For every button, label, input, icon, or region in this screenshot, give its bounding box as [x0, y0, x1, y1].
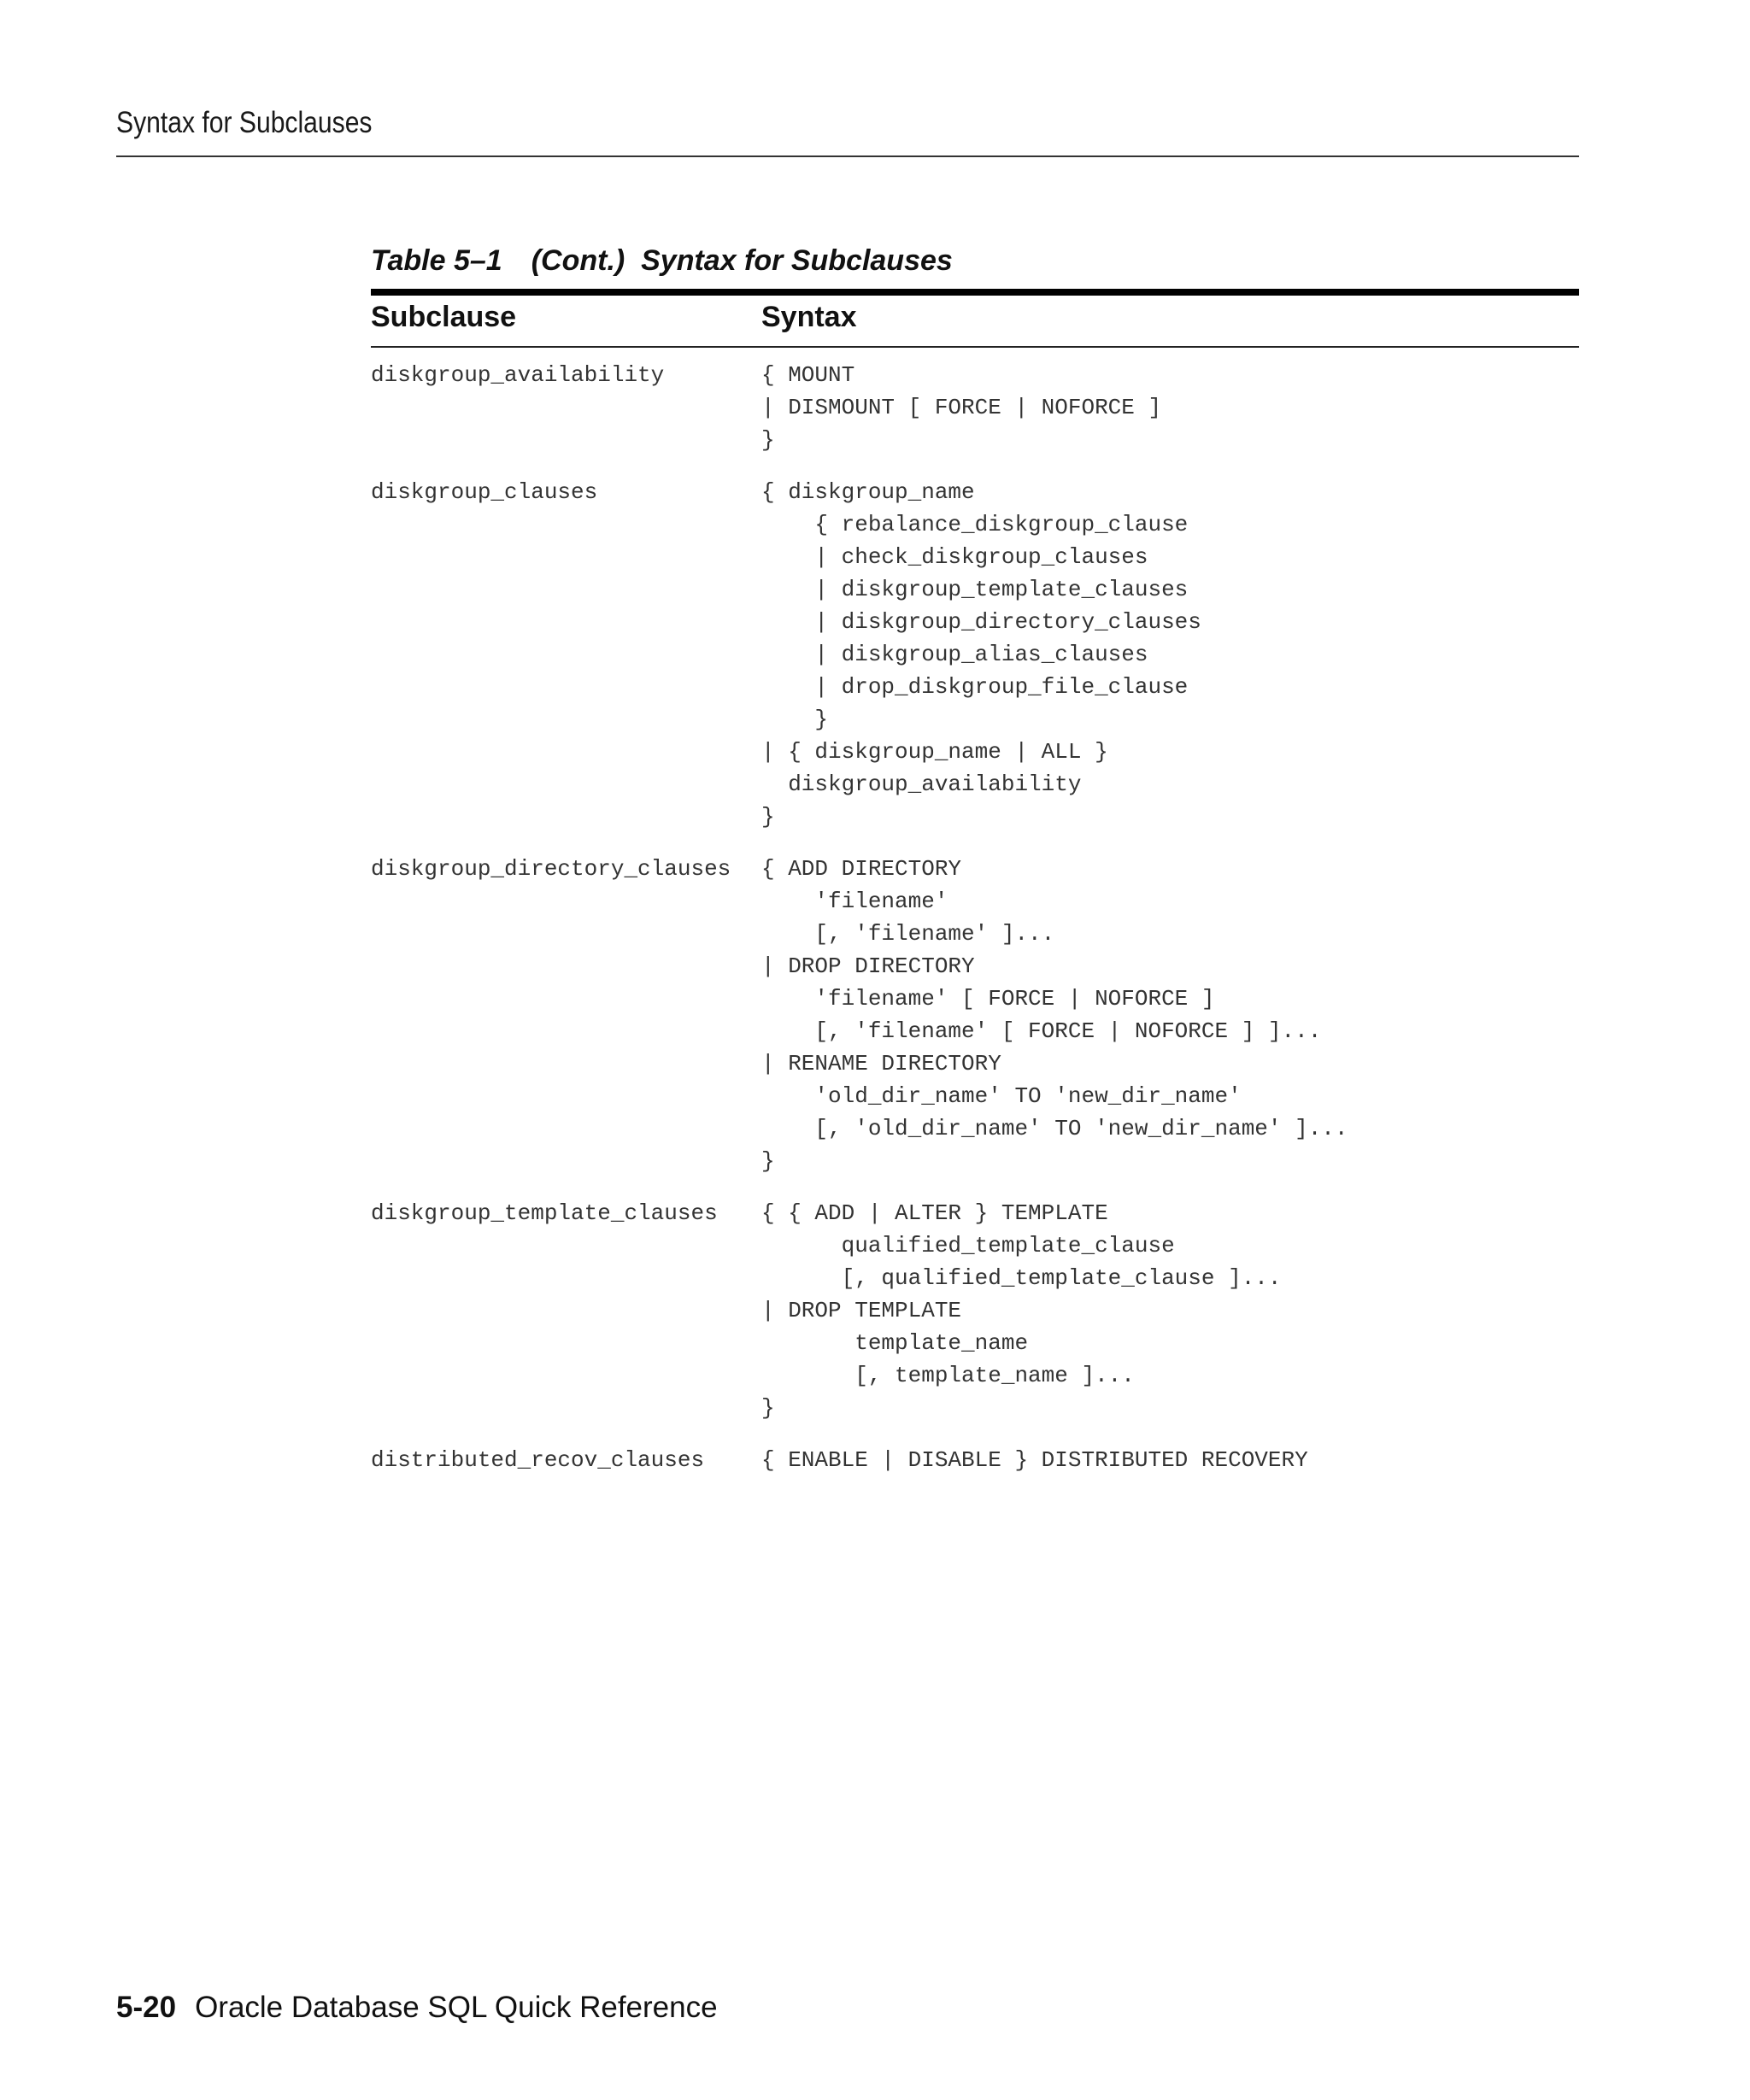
subclause-name: diskgroup_directory_clauses — [371, 856, 731, 882]
table-body — [371, 359, 1579, 1496]
table-caption-number: Table 5–1 — [371, 244, 502, 277]
table-row — [371, 853, 1579, 1177]
table-header-rule — [371, 346, 1579, 348]
table-caption — [371, 244, 953, 278]
subclause-name: diskgroup_availability — [371, 362, 665, 388]
table-row — [371, 476, 1579, 833]
table-caption-title: (Cont.) Syntax for Subclauses — [531, 244, 953, 277]
subclause-syntax: { diskgroup_name { rebalance_diskgroup_clause | check_diskgroup_clauses | diskgroup_template_clauses | diskgroup_directory_clauses | diskgroup_alias_clauses | drop_diskgroup_file_clause } | { diskgroup_name | ALL } diskgroup_availability } — [761, 479, 1201, 830]
subclause-syntax: { ADD DIRECTORY 'filename' [, 'filename' ]... | DROP DIRECTORY 'filename' [ FORCE | NOFORCE ] [, 'filename' [ FORCE | NOFORCE ] ]... | RENAME DIRECTORY 'old_dir_name' TO 'new_dir_name' [, 'old_dir_name' TO 'new_dir_name' ]... } — [761, 856, 1348, 1174]
subclause-syntax: { MOUNT | DISMOUNT [ FORCE | NOFORCE ] } — [761, 362, 1162, 453]
header-rule — [116, 155, 1579, 157]
column-header-subclause: Subclause — [371, 301, 517, 333]
table-row — [371, 1444, 1579, 1476]
table-row — [371, 359, 1579, 456]
page-number: 5-20 — [116, 1991, 177, 2024]
running-header-title: Syntax for Subclauses — [116, 106, 373, 139]
book-title: Oracle Database SQL Quick Reference — [195, 1991, 718, 2024]
subclause-syntax: { ENABLE | DISABLE } DISTRIBUTED RECOVERY — [761, 1447, 1308, 1473]
page-footer — [116, 1991, 718, 2025]
subclause-name: diskgroup_clauses — [371, 479, 598, 505]
table-row — [371, 1197, 1579, 1424]
subclause-syntax: { { ADD | ALTER } TEMPLATE qualified_template_clause [, qualified_template_clause ]... | DROP TEMPLATE template_name [, template_name ]... } — [761, 1200, 1282, 1421]
subclause-name: diskgroup_template_clauses — [371, 1200, 718, 1226]
subclause-name: distributed_recov_clauses — [371, 1447, 705, 1473]
table-top-rule — [371, 289, 1579, 296]
column-header-syntax: Syntax — [761, 301, 857, 333]
